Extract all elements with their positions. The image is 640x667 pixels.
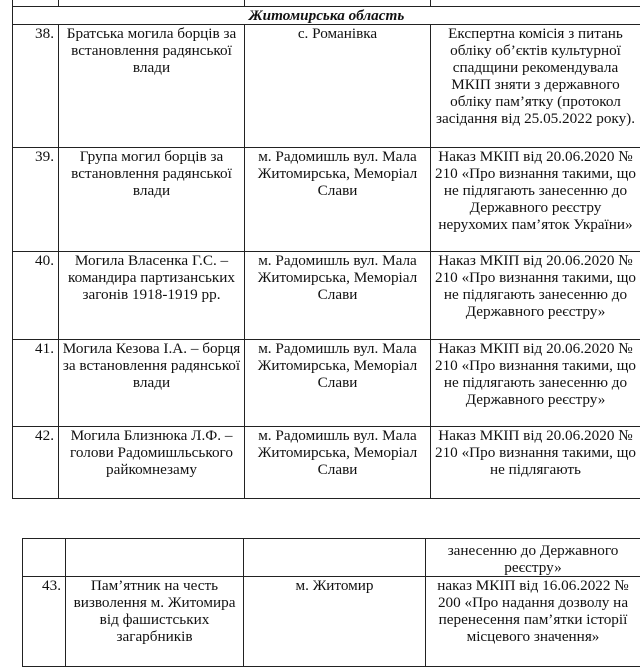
row-number: 39. (13, 148, 59, 252)
continuation-row (23, 539, 640, 577)
object-name: Братська могила борців за встановлення радянської влади (59, 25, 245, 148)
object-location: с. Романівка (245, 25, 431, 148)
object-name: Пам’ятник на честь визволення м. Житомира від фашистських загарбників (66, 577, 244, 667)
table-row (23, 577, 640, 667)
region-header-row (13, 7, 640, 25)
table-row (13, 25, 640, 148)
row-number: 41. (13, 340, 59, 427)
row-number: 38. (13, 25, 59, 148)
document-reference: Наказ МКІП від 20.06.2020 № 210 «Про визнання такими, що не підлягають (431, 427, 640, 499)
table-row (13, 340, 640, 427)
object-location: м. Радомишль вул. Мала Житомирська, Меморіал Слави (245, 427, 431, 499)
document-reference: Наказ МКІП від 20.06.2020 № 210 «Про визнання такими, що не підлягають занесенню до Державного реєстру нерухомих пам’яток України» (431, 148, 640, 252)
row-number: 42. (13, 427, 59, 499)
document-reference: Наказ МКІП від 20.06.2020 № 210 «Про визнання такими, що не підлягають занесенню до Державного реєстру» (431, 340, 640, 427)
table-row (13, 427, 640, 499)
document-reference: Наказ МКІП від 20.06.2020 № 210 «Про визнання такими, що не підлягають занесенню до Державного реєстру» (431, 252, 640, 340)
object-location: м. Радомишль вул. Мала Житомирська, Меморіал Слави (245, 148, 431, 252)
table-row (13, 252, 640, 340)
object-name: Група могил борців за встановлення радянської влади (59, 148, 245, 252)
object-location: м. Житомир (244, 577, 426, 667)
register-table-page1 (12, 0, 640, 499)
register-table-page2 (22, 538, 640, 667)
cell (23, 539, 66, 577)
cell (244, 539, 426, 577)
object-name: Могила Власенка Г.С. – командира партизанських загонів 1918-1919 рр. (59, 252, 245, 340)
table-row (13, 148, 640, 252)
object-name: Могила Близнюка Л.Ф. – голови Радомишльського райкомнезаму (59, 427, 245, 499)
region-title: Житомирська область (13, 7, 640, 25)
cell (66, 539, 244, 577)
object-name: Могила Кезова І.А. – борця за встановлення радянської влади (59, 340, 245, 427)
document-reference: наказ МКІП від 16.06.2022 № 200 «Про надання дозволу на перенесення пам’ятки історії місцевого значення» (426, 577, 640, 667)
object-location: м. Радомишль вул. Мала Житомирська, Меморіал Слави (245, 252, 431, 340)
document-reference-continued: занесенню до Державного реєстру» (426, 539, 640, 577)
row-number: 40. (13, 252, 59, 340)
document-reference: Експертна комісія з питань обліку об’єктів культурної спадщини рекомендувала МКІП зняти з державного обліку пам’ятку (протокол засідання від 25.05.2022 року). (431, 25, 640, 148)
object-location: м. Радомишль вул. Мала Житомирська, Меморіал Слави (245, 340, 431, 427)
row-number: 43. (23, 577, 66, 667)
